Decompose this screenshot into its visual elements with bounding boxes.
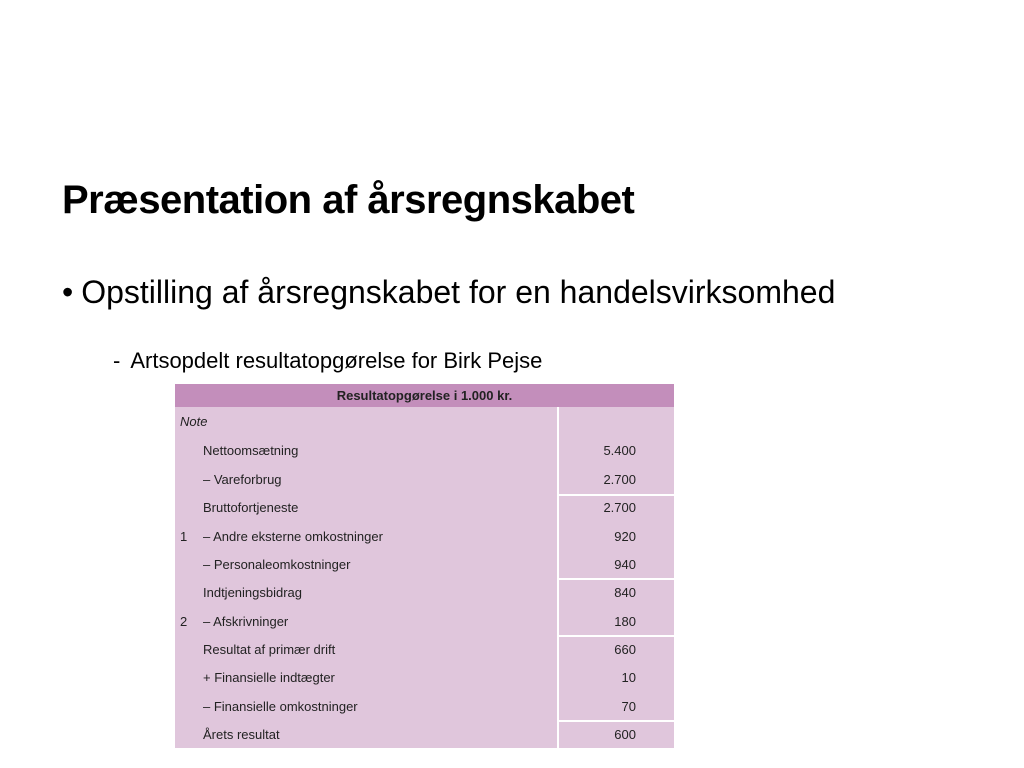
table-row [175,692,674,720]
note-cell: 1 [180,529,188,544]
sub-bullet-item [113,348,542,374]
label-cell: – Personaleomkostninger [203,557,351,572]
label-cell: Nettoomsætning [203,443,299,458]
bullet-marker: • [62,274,74,310]
income-statement-table [175,384,674,748]
value-cell: 660 [614,642,636,657]
table-row [175,578,674,606]
value-cell: 2.700 [603,500,636,515]
table-row [175,522,674,550]
label-cell: + Finansielle indtægter [203,670,335,685]
slide-title: Præsentation af årsregnskabet [62,178,635,222]
label-cell: – Andre eksterne omkostninger [203,529,383,544]
bullet-text: Opstilling af årsregnskabet for en handelsvirksomhed [81,274,836,310]
table-row [175,663,674,691]
label-cell: Bruttofortjeneste [203,500,299,515]
label-cell: Resultat af primær drift [203,642,336,657]
table-row [175,436,674,464]
label-cell: – Afskrivninger [203,614,289,629]
table-header: Resultatopgørelse i 1.000 kr. [175,384,674,407]
note-cell: 2 [180,614,188,629]
table-row [175,493,674,521]
value-cell: 10 [621,670,636,685]
table-row [175,550,674,578]
label-cell: Årets resultat [203,727,280,742]
bullet-item [62,274,835,311]
value-cell: 920 [614,529,636,544]
label-cell: – Finansielle omkostninger [203,699,358,714]
sub-bullet-marker: - [113,348,121,373]
value-cell: 2.700 [603,472,636,487]
value-cell: 600 [614,727,636,742]
table-row [175,607,674,635]
value-cell: 180 [614,614,636,629]
table-row [175,720,674,748]
table-note-header-row [175,407,674,435]
table-row [175,465,674,493]
label-cell: – Vareforbrug [203,472,282,487]
value-cell: 5.400 [603,443,636,458]
sub-bullet-text: Artsopdelt resultatopgørelse for Birk Pejse [130,348,543,373]
value-cell: 840 [614,585,636,600]
label-cell: Indtjeningsbidrag [203,585,303,600]
value-cell: 940 [614,557,636,572]
note-column-header: Note [180,414,208,429]
table-row [175,635,674,663]
value-cell: 70 [621,699,636,714]
